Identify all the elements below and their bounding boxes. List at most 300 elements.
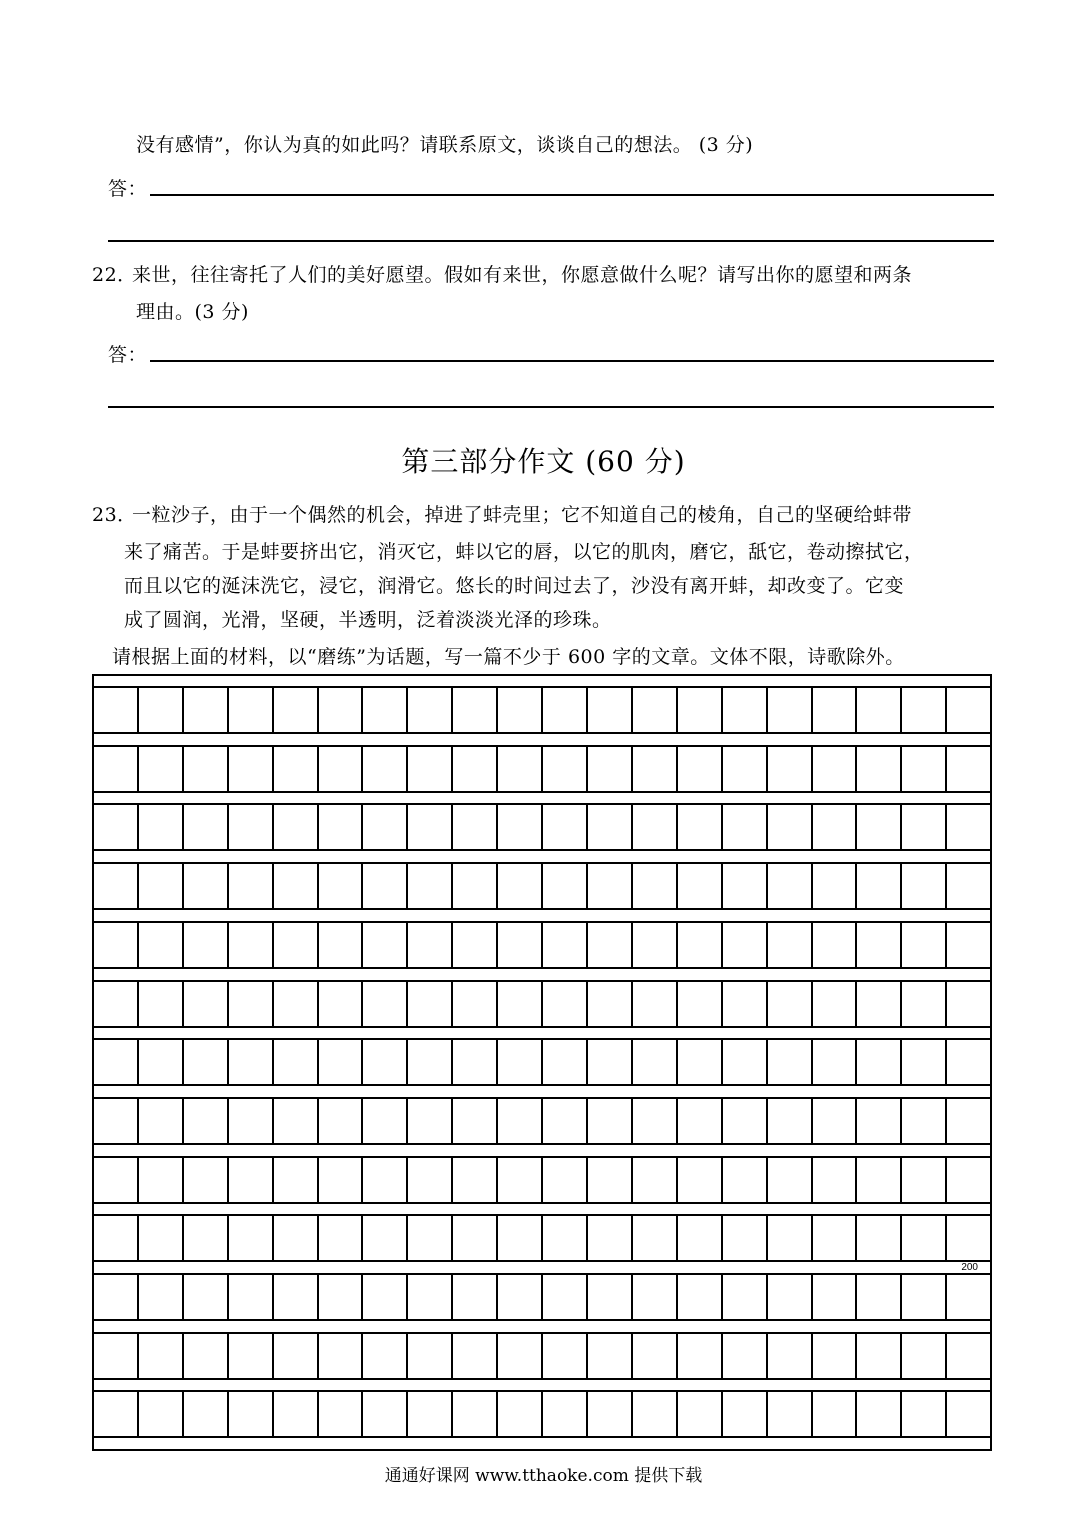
grid-cell[interactable] [408, 1392, 453, 1436]
grid-cell[interactable] [813, 923, 858, 967]
grid-cell[interactable] [453, 1216, 498, 1260]
grid-cell[interactable] [229, 747, 274, 791]
grid-cell[interactable] [857, 1099, 902, 1143]
grid-cell[interactable] [857, 1216, 902, 1260]
grid-cell[interactable] [229, 1158, 274, 1202]
grid-cell[interactable] [184, 805, 229, 849]
grid-cell[interactable] [139, 1275, 184, 1319]
grid-cell[interactable] [453, 864, 498, 908]
grid-cell[interactable] [723, 1275, 768, 1319]
grid-cell[interactable] [453, 688, 498, 732]
grid-cell[interactable] [633, 688, 678, 732]
grid-cell[interactable] [768, 1334, 813, 1378]
grid-cell[interactable] [274, 864, 319, 908]
grid-cell[interactable] [588, 1334, 633, 1378]
grid-cell[interactable] [498, 1040, 543, 1084]
grid-cell[interactable] [543, 1099, 588, 1143]
grid-cell[interactable] [408, 1040, 453, 1084]
grid-cell[interactable] [139, 805, 184, 849]
grid-cell[interactable] [633, 1334, 678, 1378]
grid-cell[interactable] [947, 1216, 990, 1260]
grid-cell[interactable] [902, 923, 947, 967]
grid-cell[interactable] [229, 1099, 274, 1143]
grid-cell[interactable] [94, 1334, 139, 1378]
grid-row [94, 1275, 990, 1319]
grid-cell[interactable] [319, 923, 364, 967]
q22-answer-label: 答： [108, 344, 148, 366]
grid-cell[interactable] [139, 864, 184, 908]
q23-text-line-2: 来了痛苦。于是蚌要挤出它，消灭它，蚌以它的唇，以它的肌肉，磨它，舐它，卷动擦拭它， [124, 541, 924, 563]
grid-cell[interactable] [947, 1334, 990, 1378]
word-count-marker: 200 [961, 1262, 978, 1274]
grid-cell[interactable] [768, 747, 813, 791]
grid-cell[interactable] [723, 923, 768, 967]
grid-cell[interactable] [363, 1216, 408, 1260]
grid-cell[interactable] [813, 688, 858, 732]
grid-row [94, 1216, 990, 1260]
q22-text-line-1: 来世，往往寄托了人们的美好愿望。假如有来世，你愿意做什么呢？请写出你的愿望和两条 [132, 264, 913, 286]
grid-cell[interactable] [543, 1275, 588, 1319]
q22-text-line-2: 理由。(3 分) [136, 301, 249, 323]
grid-cell[interactable] [857, 864, 902, 908]
grid-row [94, 1392, 990, 1436]
grid-cell[interactable] [498, 805, 543, 849]
grid-cell[interactable] [408, 864, 453, 908]
grid-cell[interactable] [813, 1216, 858, 1260]
grid-cell[interactable] [543, 1334, 588, 1378]
grid-cell[interactable] [319, 982, 364, 1026]
grid-cell[interactable] [723, 805, 768, 849]
grid-cell[interactable] [857, 1275, 902, 1319]
grid-cell[interactable] [498, 1158, 543, 1202]
grid-cell[interactable] [363, 805, 408, 849]
grid-cell[interactable] [408, 1216, 453, 1260]
grid-cell[interactable] [723, 688, 768, 732]
grid-cell[interactable] [857, 688, 902, 732]
grid-cell[interactable] [588, 1392, 633, 1436]
grid-cell[interactable] [633, 864, 678, 908]
grid-row-bottom-line [94, 1260, 990, 1262]
grid-cell[interactable] [94, 1275, 139, 1319]
grid-cell[interactable] [947, 923, 990, 967]
grid-cell[interactable] [363, 1392, 408, 1436]
q22-number: 22． [92, 264, 137, 286]
grid-cell[interactable] [633, 805, 678, 849]
grid-cell[interactable] [139, 1099, 184, 1143]
grid-cell[interactable] [543, 688, 588, 732]
grid-cell[interactable] [768, 805, 813, 849]
grid-cell[interactable] [274, 1040, 319, 1084]
grid-cell[interactable] [723, 1334, 768, 1378]
grid-cell[interactable] [408, 1334, 453, 1378]
grid-cell[interactable] [543, 923, 588, 967]
grid-cell[interactable] [139, 1216, 184, 1260]
grid-cell[interactable] [184, 747, 229, 791]
grid-cell[interactable] [453, 805, 498, 849]
grid-cell[interactable] [588, 1216, 633, 1260]
grid-row-bottom-line [94, 967, 990, 969]
grid-cell[interactable] [498, 1216, 543, 1260]
grid-cell[interactable] [184, 982, 229, 1026]
grid-cell[interactable] [902, 982, 947, 1026]
grid-cell[interactable] [363, 1158, 408, 1202]
grid-row [94, 688, 990, 732]
grid-cell[interactable] [453, 1158, 498, 1202]
grid-cell[interactable] [947, 1158, 990, 1202]
grid-cell[interactable] [813, 1334, 858, 1378]
grid-cell[interactable] [588, 747, 633, 791]
grid-cell[interactable] [184, 1040, 229, 1084]
grid-cell[interactable] [94, 1216, 139, 1260]
grid-row [94, 1334, 990, 1378]
grid-cell[interactable] [633, 982, 678, 1026]
grid-cell[interactable] [543, 864, 588, 908]
q21-answer-label: 答： [108, 178, 148, 200]
grid-cell[interactable] [94, 864, 139, 908]
grid-cell[interactable] [94, 923, 139, 967]
grid-cell[interactable] [363, 1099, 408, 1143]
grid-cell[interactable] [947, 1392, 990, 1436]
grid-cell[interactable] [498, 1275, 543, 1319]
grid-row [94, 747, 990, 791]
grid-cell[interactable] [408, 1158, 453, 1202]
grid-cell[interactable] [678, 1158, 723, 1202]
grid-cell[interactable] [543, 747, 588, 791]
grid-cell[interactable] [363, 864, 408, 908]
grid-cell[interactable] [139, 688, 184, 732]
grid-cell[interactable] [229, 982, 274, 1026]
grid-cell[interactable] [319, 1158, 364, 1202]
grid-cell[interactable] [319, 1392, 364, 1436]
grid-cell[interactable] [139, 1040, 184, 1084]
grid-cell[interactable] [94, 1040, 139, 1084]
grid-cell[interactable] [274, 805, 319, 849]
grid-cell[interactable] [229, 1216, 274, 1260]
grid-cell[interactable] [678, 864, 723, 908]
grid-cell[interactable] [947, 747, 990, 791]
grid-cell[interactable] [139, 982, 184, 1026]
grid-cell[interactable] [543, 1216, 588, 1260]
grid-cell[interactable] [588, 688, 633, 732]
grid-cell[interactable] [813, 747, 858, 791]
grid-cell[interactable] [768, 1158, 813, 1202]
grid-cell[interactable] [94, 805, 139, 849]
grid-cell[interactable] [498, 982, 543, 1026]
grid-cell[interactable] [184, 688, 229, 732]
grid-cell[interactable] [947, 1040, 990, 1084]
grid-cell[interactable] [678, 1392, 723, 1436]
grid-cell[interactable] [768, 1040, 813, 1084]
q21-answer-line-2[interactable] [108, 240, 994, 242]
grid-cell[interactable] [588, 805, 633, 849]
grid-cell[interactable] [902, 1334, 947, 1378]
grid-cell[interactable] [139, 923, 184, 967]
grid-cell[interactable] [768, 1392, 813, 1436]
grid-cell[interactable] [588, 1158, 633, 1202]
grid-cell[interactable] [363, 1040, 408, 1084]
grid-cell[interactable] [768, 1216, 813, 1260]
grid-cell[interactable] [94, 1099, 139, 1143]
grid-cell[interactable] [229, 1334, 274, 1378]
grid-cell[interactable] [408, 982, 453, 1026]
grid-cell[interactable] [813, 805, 858, 849]
grid-cell[interactable] [453, 1392, 498, 1436]
grid-cell[interactable] [947, 1275, 990, 1319]
grid-cell[interactable] [408, 1099, 453, 1143]
grid-cell[interactable] [813, 1392, 858, 1436]
grid-cell[interactable] [588, 1275, 633, 1319]
grid-cell[interactable] [947, 864, 990, 908]
grid-cell[interactable] [184, 1158, 229, 1202]
grid-cell[interactable] [498, 1392, 543, 1436]
grid-cell[interactable] [902, 864, 947, 908]
grid-cell[interactable] [678, 1275, 723, 1319]
grid-cell[interactable] [184, 1275, 229, 1319]
grid-cell[interactable] [813, 1099, 858, 1143]
grid-cell[interactable] [498, 747, 543, 791]
grid-cell[interactable] [139, 747, 184, 791]
grid-cell[interactable] [274, 1099, 319, 1143]
grid-cell[interactable] [184, 1216, 229, 1260]
grid-cell[interactable] [947, 1099, 990, 1143]
grid-row [94, 1158, 990, 1202]
grid-cell[interactable] [857, 923, 902, 967]
grid-cell[interactable] [633, 1216, 678, 1260]
grid-cell[interactable] [588, 1099, 633, 1143]
grid-cell[interactable] [453, 1099, 498, 1143]
grid-cell[interactable] [633, 1040, 678, 1084]
grid-cell[interactable] [274, 688, 319, 732]
grid-cell[interactable] [184, 923, 229, 967]
grid-cell[interactable] [543, 1392, 588, 1436]
grid-cell[interactable] [857, 747, 902, 791]
q23-text-line-4: 成了圆润，光滑，坚硬，半透明，泛着淡淡光泽的珍珠。 [124, 609, 612, 631]
grid-cell[interactable] [588, 864, 633, 908]
q22-answer-line-2[interactable] [108, 406, 994, 408]
grid-cell[interactable] [498, 688, 543, 732]
grid-row [94, 864, 990, 908]
grid-cell[interactable] [498, 1334, 543, 1378]
grid-cell[interactable] [678, 982, 723, 1026]
grid-cell[interactable] [453, 1275, 498, 1319]
grid-cell[interactable] [813, 982, 858, 1026]
grid-cell[interactable] [543, 1040, 588, 1084]
grid-cell[interactable] [94, 747, 139, 791]
grid-cell[interactable] [588, 982, 633, 1026]
grid-cell[interactable] [229, 864, 274, 908]
grid-row [94, 805, 990, 849]
grid-cell[interactable] [678, 923, 723, 967]
grid-cell[interactable] [274, 923, 319, 967]
q23-number: 23． [92, 504, 137, 526]
grid-cell[interactable] [902, 1158, 947, 1202]
grid-cell[interactable] [588, 923, 633, 967]
grid-cell[interactable] [408, 1275, 453, 1319]
grid-cell[interactable] [902, 688, 947, 732]
grid-cell[interactable] [723, 1099, 768, 1143]
section-title: 第三部分作文 (60 分) [401, 445, 686, 478]
grid-cell[interactable] [274, 1392, 319, 1436]
grid-cell[interactable] [184, 1392, 229, 1436]
grid-cell[interactable] [229, 805, 274, 849]
grid-row-bottom-line [94, 791, 990, 793]
grid-row-bottom-line [94, 732, 990, 734]
footer-source: 通通好课网 www.tthaoke.com 提供下载 [384, 1466, 703, 1486]
grid-cell[interactable] [139, 1392, 184, 1436]
grid-cell[interactable] [274, 1216, 319, 1260]
grid-cell[interactable] [184, 864, 229, 908]
grid-cell[interactable] [94, 1158, 139, 1202]
grid-cell[interactable] [408, 923, 453, 967]
grid-cell[interactable] [902, 1040, 947, 1084]
grid-cell[interactable] [229, 1275, 274, 1319]
grid-cell[interactable] [768, 864, 813, 908]
grid-cell[interactable] [723, 1040, 768, 1084]
grid-row-bottom-line [94, 1436, 990, 1438]
grid-cell[interactable] [633, 1099, 678, 1143]
grid-cell[interactable] [857, 805, 902, 849]
grid-cell[interactable] [363, 747, 408, 791]
grid-cell[interactable] [184, 1099, 229, 1143]
grid-row-bottom-line [94, 1202, 990, 1204]
grid-cell[interactable] [633, 1392, 678, 1436]
grid-cell[interactable] [363, 1275, 408, 1319]
grid-cell[interactable] [813, 864, 858, 908]
grid-cell[interactable] [813, 1275, 858, 1319]
grid-cell[interactable] [857, 1334, 902, 1378]
grid-cell[interactable] [768, 1099, 813, 1143]
grid-cell[interactable] [453, 923, 498, 967]
grid-cell[interactable] [813, 1158, 858, 1202]
grid-cell[interactable] [274, 1158, 319, 1202]
grid-cell[interactable] [768, 1275, 813, 1319]
grid-cell[interactable] [453, 1334, 498, 1378]
q22-answer-line-1[interactable] [150, 360, 994, 362]
grid-cell[interactable] [678, 1216, 723, 1260]
grid-cell[interactable] [94, 1392, 139, 1436]
grid-cell[interactable] [229, 923, 274, 967]
grid-cell[interactable] [902, 1275, 947, 1319]
grid-row-bottom-line [94, 1319, 990, 1321]
grid-cell[interactable] [319, 805, 364, 849]
grid-cell[interactable] [678, 1040, 723, 1084]
grid-cell[interactable] [813, 1040, 858, 1084]
grid-cell[interactable] [363, 923, 408, 967]
grid-cell[interactable] [319, 1216, 364, 1260]
grid-cell[interactable] [768, 923, 813, 967]
grid-cell[interactable] [543, 982, 588, 1026]
grid-cell[interactable] [453, 747, 498, 791]
grid-cell[interactable] [678, 1099, 723, 1143]
grid-cell[interactable] [319, 864, 364, 908]
grid-cell[interactable] [633, 1275, 678, 1319]
grid-cell[interactable] [902, 1216, 947, 1260]
grid-cell[interactable] [768, 688, 813, 732]
grid-cell[interactable] [902, 805, 947, 849]
grid-cell[interactable] [319, 1099, 364, 1143]
grid-cell[interactable] [453, 1040, 498, 1084]
grid-cell[interactable] [678, 747, 723, 791]
grid-cell[interactable] [139, 1334, 184, 1378]
grid-cell[interactable] [947, 982, 990, 1026]
grid-cell[interactable] [319, 1334, 364, 1378]
grid-cell[interactable] [857, 1392, 902, 1436]
grid-cell[interactable] [902, 1392, 947, 1436]
q23-prompt: 请根据上面的材料，以“磨练”为话题，写一篇不少于 600 字的文章。文体不限，诗歌除外。 [112, 646, 905, 668]
grid-cell[interactable] [947, 688, 990, 732]
grid-cell[interactable] [633, 923, 678, 967]
grid-cell[interactable] [408, 805, 453, 849]
grid-cell[interactable] [274, 747, 319, 791]
grid-cell[interactable] [319, 688, 364, 732]
grid-cell[interactable] [274, 982, 319, 1026]
grid-cell[interactable] [363, 1334, 408, 1378]
grid-cell[interactable] [723, 982, 768, 1026]
grid-cell[interactable] [723, 1216, 768, 1260]
q23-text-line-1: 一粒沙子，由于一个偶然的机会，掉进了蚌壳里；它不知道自己的棱角，自己的坚硬给蚌带 [132, 504, 913, 526]
grid-cell[interactable] [229, 688, 274, 732]
grid-cell[interactable] [543, 805, 588, 849]
grid-cell[interactable] [857, 1158, 902, 1202]
grid-cell[interactable] [633, 1158, 678, 1202]
q21-answer-line-1[interactable] [150, 194, 994, 196]
grid-cell[interactable] [319, 1040, 364, 1084]
grid-row [94, 1099, 990, 1143]
grid-row-bottom-line [94, 1084, 990, 1086]
grid-cell[interactable] [408, 747, 453, 791]
q21-text: 没有感情”，你认为真的如此吗？请联系原文，谈谈自己的想法。 (3 分) [136, 134, 754, 156]
grid-cell[interactable] [723, 864, 768, 908]
grid-cell[interactable] [363, 982, 408, 1026]
grid-row-bottom-line [94, 1143, 990, 1145]
grid-cell[interactable] [588, 1040, 633, 1084]
grid-cell[interactable] [902, 1099, 947, 1143]
grid-row [94, 1040, 990, 1084]
grid-cell[interactable] [678, 805, 723, 849]
grid-cell[interactable] [139, 1158, 184, 1202]
grid-cell[interactable] [723, 1392, 768, 1436]
grid-cell[interactable] [498, 864, 543, 908]
grid-cell[interactable] [363, 688, 408, 732]
grid-cell[interactable] [498, 923, 543, 967]
grid-row-bottom-line [94, 1026, 990, 1028]
grid-cell[interactable] [498, 1099, 543, 1143]
grid-cell[interactable] [94, 982, 139, 1026]
grid-cell[interactable] [857, 1040, 902, 1084]
grid-cell[interactable] [768, 982, 813, 1026]
grid-cell[interactable] [678, 688, 723, 732]
grid-cell[interactable] [229, 1040, 274, 1084]
grid-cell[interactable] [857, 982, 902, 1026]
grid-cell[interactable] [723, 747, 768, 791]
grid-cell[interactable] [274, 1334, 319, 1378]
grid-cell[interactable] [229, 1392, 274, 1436]
grid-cell[interactable] [678, 1334, 723, 1378]
grid-cell[interactable] [319, 1275, 364, 1319]
grid-cell[interactable] [408, 688, 453, 732]
grid-cell[interactable] [274, 1275, 319, 1319]
composition-grid[interactable] [92, 674, 992, 1451]
grid-cell[interactable] [543, 1158, 588, 1202]
grid-cell[interactable] [723, 1158, 768, 1202]
grid-cell[interactable] [453, 982, 498, 1026]
grid-cell[interactable] [184, 1334, 229, 1378]
grid-cell[interactable] [902, 747, 947, 791]
grid-cell[interactable] [319, 747, 364, 791]
grid-cell[interactable] [947, 805, 990, 849]
grid-cell[interactable] [94, 688, 139, 732]
grid-cell[interactable] [633, 747, 678, 791]
